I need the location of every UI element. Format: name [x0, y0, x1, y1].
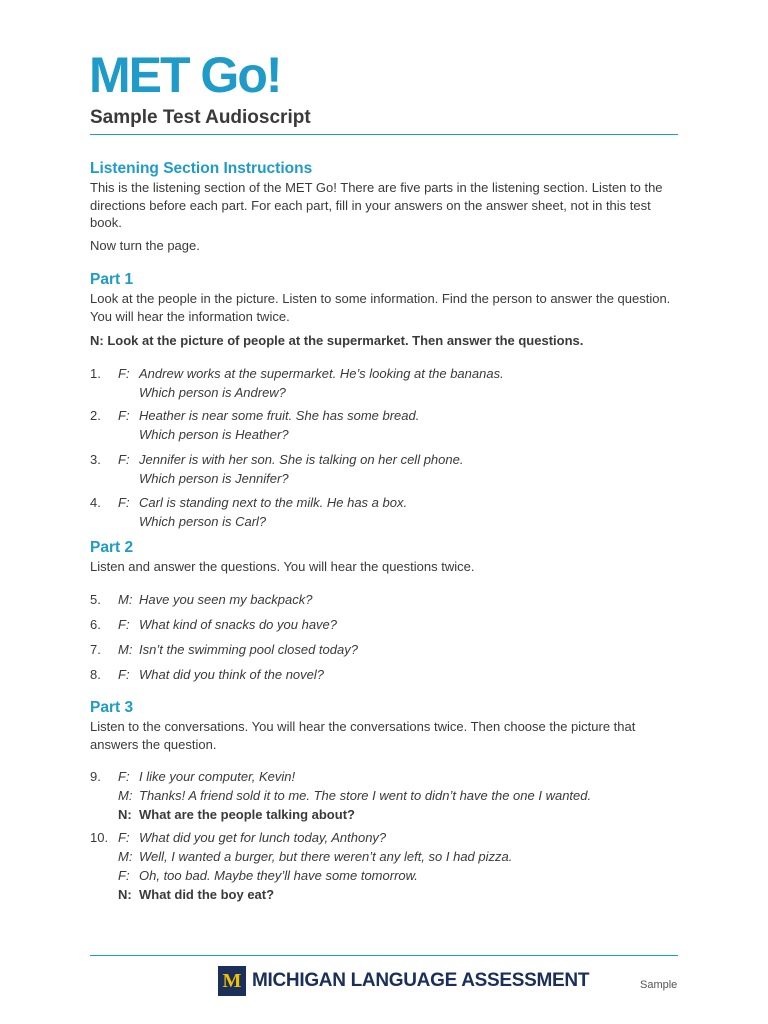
speaker-label: F:: [118, 769, 130, 784]
item-number: 2.: [90, 408, 101, 423]
list-item: [90, 364, 680, 402]
item-number: 5.: [90, 592, 101, 607]
item-text: What kind of snacks do you have?: [139, 617, 338, 632]
item-text: What are the people talking about?: [139, 807, 355, 822]
speaker-label: F:: [118, 830, 130, 845]
list-item: [90, 828, 680, 904]
footer-divider: [90, 955, 678, 956]
part1-heading: Part 1: [90, 271, 134, 288]
list-item: [90, 640, 680, 659]
part3-directions: Listen to the conversations. You will hear the conversations twice. Then choose the picture that answers the question.: [90, 719, 636, 752]
page-title: Sample Test Audioscript: [90, 107, 311, 128]
speaker-label: M:: [118, 592, 133, 607]
item-number: 7.: [90, 642, 101, 657]
item-text: I like your computer, Kevin!: [139, 769, 296, 784]
instructions-note: Now turn the page.: [90, 238, 200, 253]
item-text: Carl is standing next to the milk. He has a box.: [139, 495, 408, 510]
speaker-label: N:: [118, 807, 132, 822]
michigan-language-assessment-logo: [218, 966, 589, 996]
speaker-label: M:: [118, 788, 133, 803]
speaker-label: M:: [118, 642, 133, 657]
list-item: [90, 665, 680, 684]
speaker-label: F:: [118, 495, 130, 510]
block-m-icon: [218, 966, 246, 996]
speaker-label: F:: [118, 366, 130, 381]
item-text: Which person is Carl?: [139, 514, 267, 529]
part3-heading: Part 3: [90, 699, 134, 716]
speaker-label: F:: [118, 667, 130, 682]
item-text: What did you get for lunch today, Anthony?: [139, 830, 387, 845]
list-item: [90, 767, 680, 824]
sample-label: Sample: [640, 979, 678, 991]
speaker-label: F:: [118, 408, 130, 423]
list-item: [90, 493, 680, 531]
list-item: [90, 590, 680, 609]
header-divider: [90, 134, 678, 135]
item-text: Well, I wanted a burger, but there weren’t any left, so I had pizza.: [139, 849, 513, 864]
item-number: 1.: [90, 366, 101, 381]
speaker-label: F:: [118, 617, 130, 632]
list-item: [90, 450, 680, 488]
part1-directions: Look at the people in the picture. Listen to some information. Find the person to answer the question. You will hear the information twice.: [90, 291, 671, 324]
item-text: Have you seen my backpack?: [139, 592, 313, 607]
block-m-letter: M: [222, 969, 242, 992]
part2-directions: Listen and answer the questions. You will hear the questions twice.: [90, 559, 475, 574]
brand-name: MICHIGAN LANGUAGE ASSESSMENT: [252, 970, 590, 991]
part1-narrator: N: Look at the picture of people at the supermarket. Then answer the questions.: [90, 333, 584, 348]
speaker-label: F:: [118, 452, 130, 467]
item-number: 4.: [90, 495, 101, 510]
item-text: Which person is Jennifer?: [139, 471, 289, 486]
item-number: 9.: [90, 769, 101, 784]
item-text: Andrew works at the supermarket. He’s looking at the bananas.: [139, 366, 504, 381]
item-text: Heather is near some fruit. She has some bread.: [139, 408, 420, 423]
item-number: 6.: [90, 617, 101, 632]
item-text: Which person is Heather?: [139, 427, 289, 442]
list-item: [90, 406, 680, 444]
item-number: 3.: [90, 452, 101, 467]
item-text: What did you think of the novel?: [139, 667, 325, 682]
item-text: Oh, too bad. Maybe they’ll have some tomorrow.: [139, 868, 418, 883]
instructions-heading: Listening Section Instructions: [90, 160, 313, 177]
speaker-label: M:: [118, 849, 133, 864]
speaker-label: N:: [118, 887, 132, 902]
item-number: 10.: [90, 830, 109, 845]
speaker-label: F:: [118, 868, 130, 883]
item-number: 8.: [90, 667, 101, 682]
met-go-logo: MET Go!: [89, 47, 281, 103]
item-text: What did the boy eat?: [139, 887, 275, 902]
part2-heading: Part 2: [90, 539, 134, 556]
list-item: [90, 615, 680, 634]
item-text: Isn’t the swimming pool closed today?: [139, 642, 358, 657]
item-text: Which person is Andrew?: [139, 385, 286, 400]
item-text: Jennifer is with her son. She is talking on her cell phone.: [139, 452, 464, 467]
instructions-paragraph: This is the listening section of the MET Go! There are five parts in the listening section. Listen to the directions before each part. For each part, fill in your answers on the answer sheet, not in this test book.: [90, 180, 663, 230]
item-text: Thanks! A friend sold it to me. The store I went to didn’t have the one I wanted.: [139, 788, 592, 803]
